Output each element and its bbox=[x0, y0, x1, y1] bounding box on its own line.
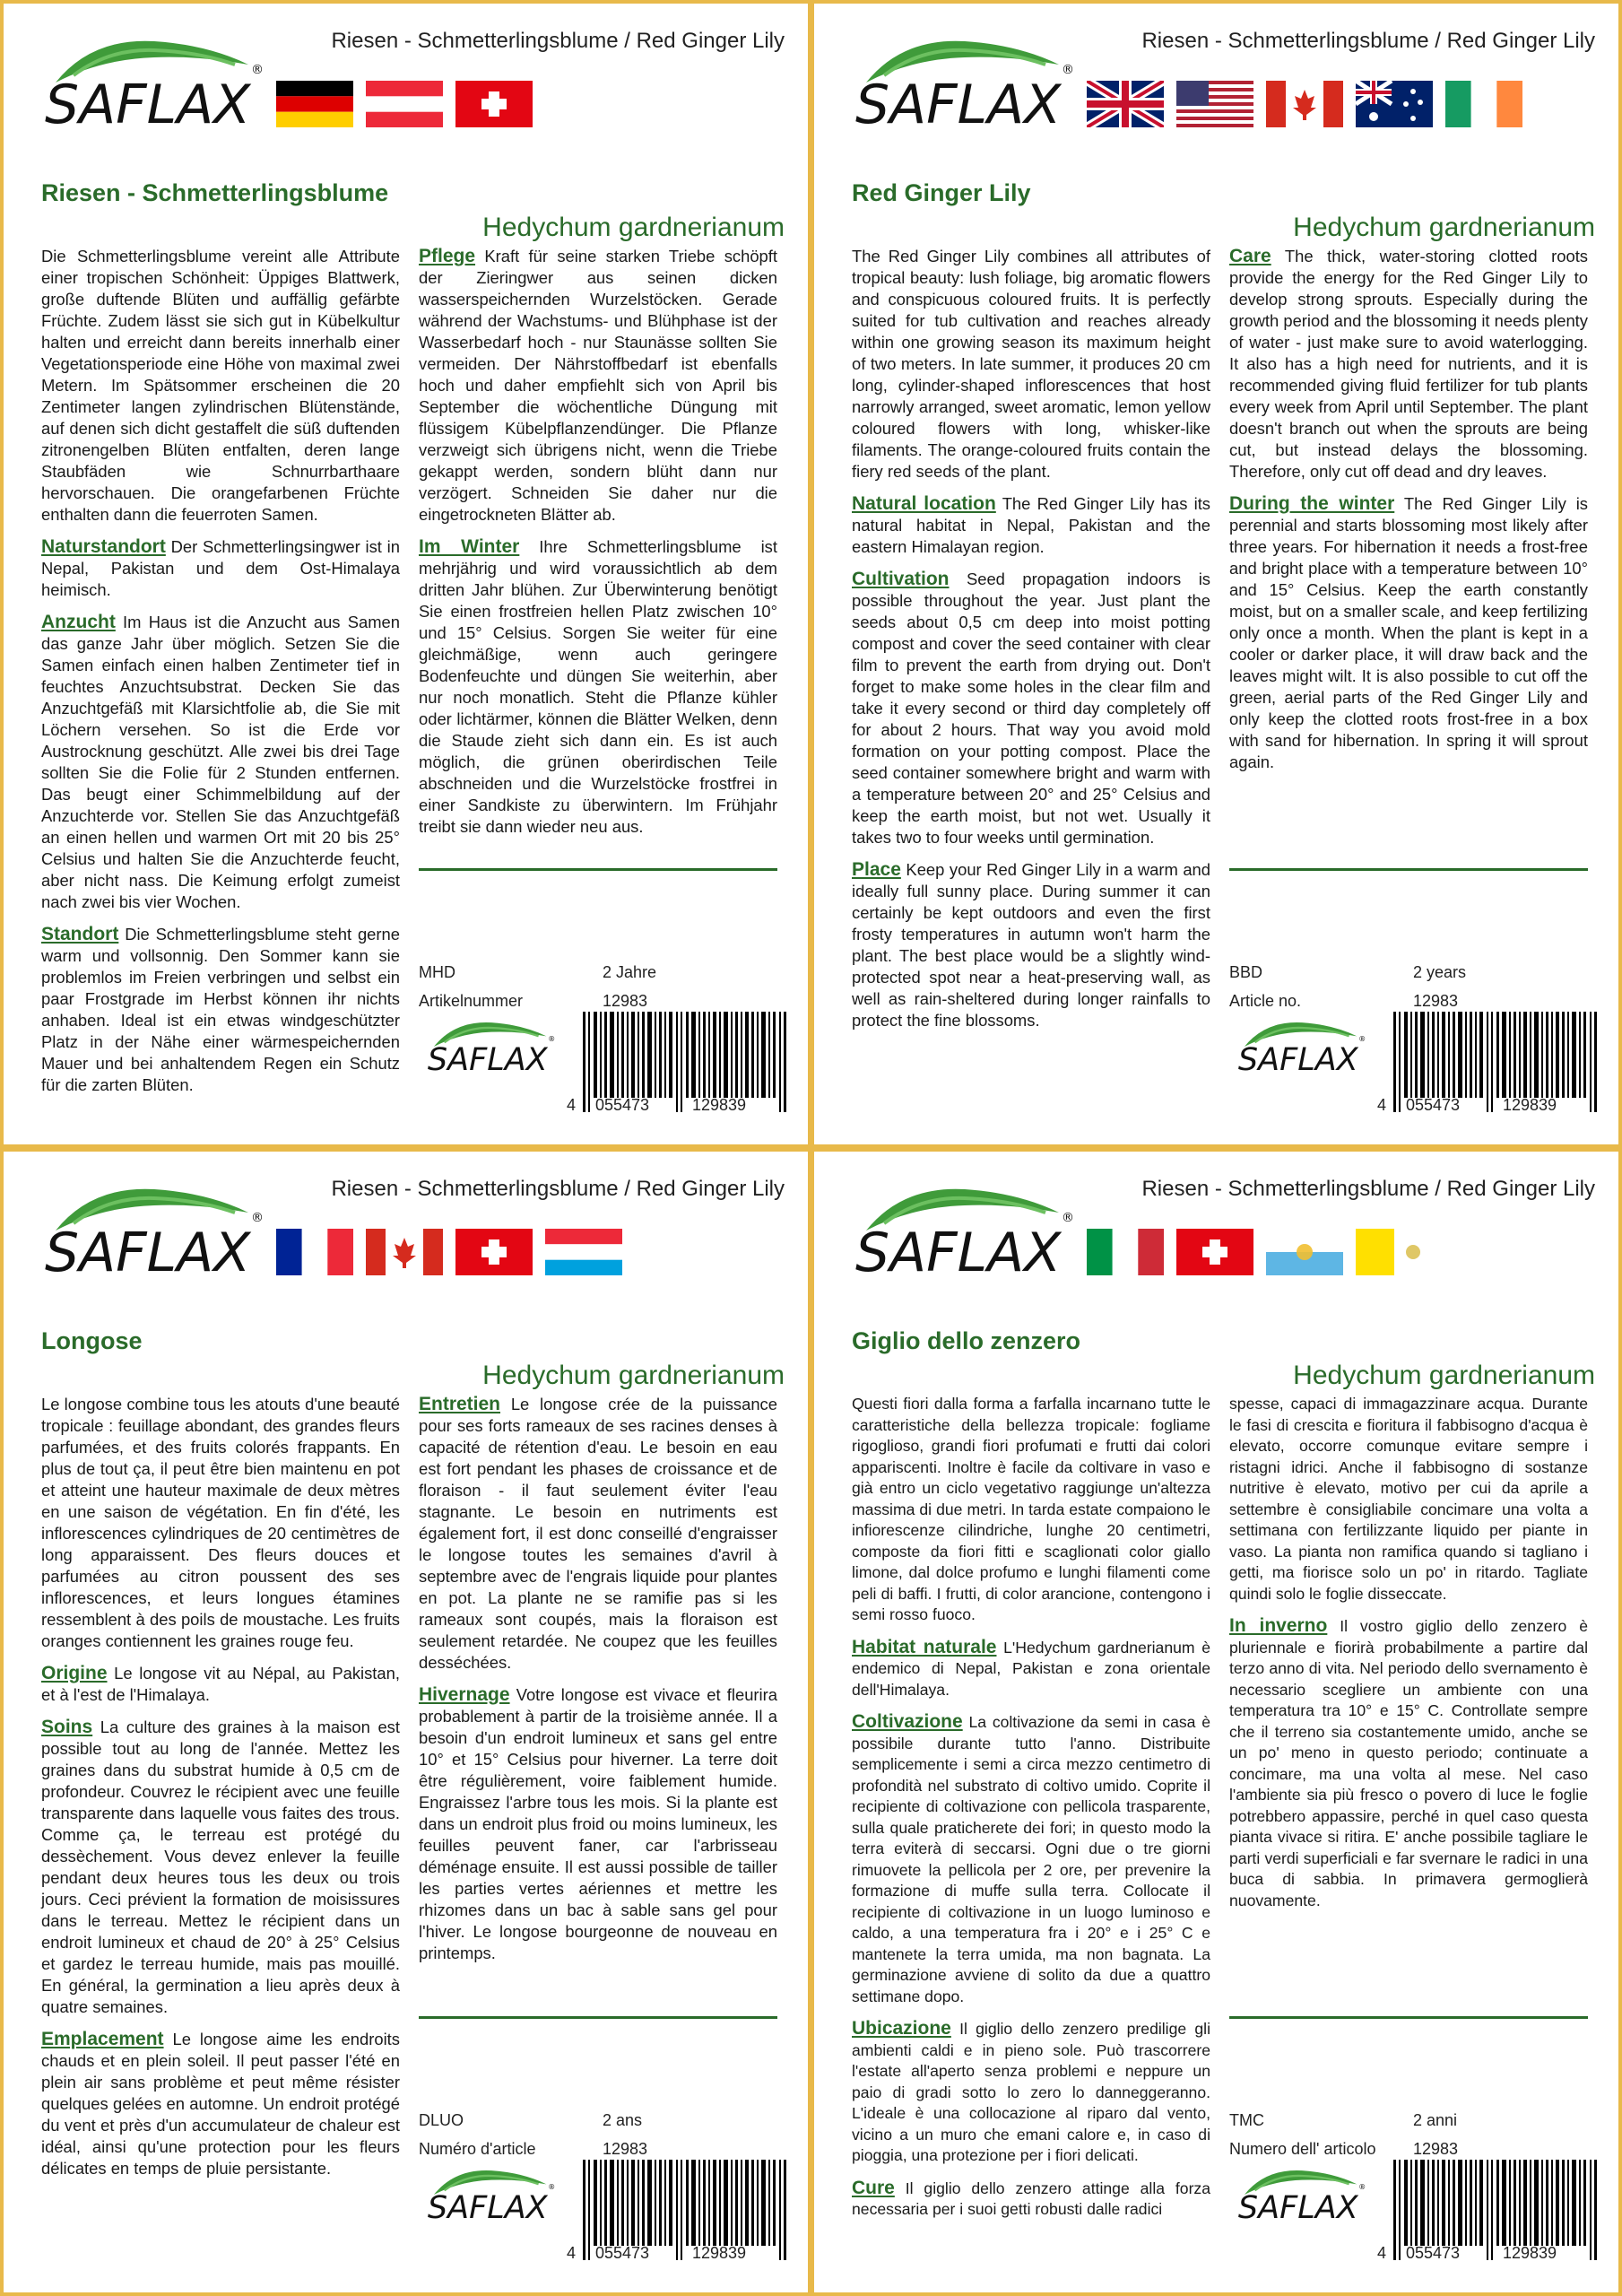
section-keyword: Pflege bbox=[419, 246, 476, 266]
flag-row bbox=[1087, 81, 1522, 131]
bbd-label: DLUO bbox=[419, 2111, 464, 2129]
header-line: Riesen - Schmetterlingsblume / Red Ginger Lily bbox=[331, 29, 785, 53]
flag-row bbox=[1087, 1229, 1433, 1279]
section-text: Le longose aime les endroits chauds et en plein soleil. Il peut passer l'été en plein air sans problème et peut même résister quelques gelées en automne. Un endroit protégé du vent et près d'un accumulateur de chaleur est idéal, ainsi qu'une protection pour les fleurs délicates en temps de pluie persistante. bbox=[41, 2030, 400, 2178]
flag-switzerland-icon bbox=[1176, 1229, 1253, 1275]
section-place bbox=[41, 2029, 400, 2179]
left-column bbox=[41, 246, 400, 1107]
barcode-first: 4 bbox=[1377, 1096, 1387, 1114]
article-value: 12983 bbox=[603, 992, 648, 1010]
flag-san-marino-icon bbox=[1266, 1229, 1343, 1275]
barcode-last: 129839 bbox=[692, 1096, 747, 1114]
section-place bbox=[852, 859, 1210, 1031]
barcode-last: 129839 bbox=[1503, 2244, 1557, 2262]
intro-text: The Red Ginger Lily combines all attributes of tropical beauty: lush foliage, big aromatic flowers and conspicuous coloured fruits. It is perfectly suited for tub cultivation and reaches already within one growing season its maximum height of two meters. In late summer, it produces 20 cm long, cylinder-shaped inflorescences that host narrowly arranged, sweet aromatic, lemon yellow coloured flowers with long, whisker-like filaments. The orange-coloured fruits contain the fiery red seeds of the plant. bbox=[852, 247, 1210, 481]
section-keyword: Coltivazione bbox=[852, 1711, 963, 1732]
latin-name: Hedychum gardnerianum bbox=[1293, 213, 1595, 242]
section-keyword: Place bbox=[852, 859, 901, 880]
saflax-logo-small bbox=[1228, 1015, 1381, 1078]
section-text: The thick, water-storing clotted roots provide the energy for the Red Ginger Lily to develop strong sprouts. Especially during the growth period and the blossoming it needs plenty of water - just make sure to avoid waterlogging. It also has a high need for nutrients, and it is recommended giving fluid fertilizer for tub plants every week from April until September. The plant doesn't branch out when the sprouts are being cut, but instead delays the blossoming. Therefore, only cut off dead and dry leaves. bbox=[1229, 247, 1588, 481]
section-care bbox=[419, 1394, 777, 1674]
flag-row bbox=[276, 81, 533, 131]
flag-germany-icon bbox=[276, 81, 353, 127]
section-care bbox=[852, 2178, 1210, 2221]
flag-italy-icon bbox=[1087, 1229, 1164, 1275]
flag-luxembourg-icon bbox=[545, 1229, 622, 1275]
article-label: Numero dell' articolo bbox=[1229, 2140, 1376, 2158]
bbd-value: 2 anni bbox=[1413, 2111, 1458, 2129]
intro-text: Le longose combine tous les atouts d'une beauté tropicale : feuillage abondant, des grandes fleurs parfumées, et des fruits colorés frappants. En plus de tout ça, il peut être bien maintenu en pot et atteint une hauteur maximale de deux mètres en une saison de végétation. En fin d'été, les inflorescences cylindriques de 20 centimètres de long apparaissent. Des fleurs douces et parfumées au citron poussent des ses inflorescences, et leurs longues étamines ressemblent à des poils de moustache. Les fruits oranges contiennent les graines rouge feu. bbox=[41, 1395, 400, 1650]
section-care bbox=[1229, 246, 1588, 483]
left-column bbox=[852, 246, 1210, 1042]
section-text: Der Schmetterlingsingwer ist in Nepal, Pakistan und dem Ost-Himalaya heimisch. bbox=[41, 537, 400, 599]
article-value: 12983 bbox=[603, 2140, 648, 2158]
saflax-logo bbox=[38, 1177, 280, 1284]
saflax-logo bbox=[848, 1177, 1090, 1284]
product-title: Riesen - Schmetterlingsblume bbox=[41, 179, 389, 206]
bbd-value: 2 ans bbox=[603, 2111, 643, 2129]
barcode-middle: 055473 bbox=[595, 1096, 650, 1114]
flag-france-icon bbox=[276, 1229, 353, 1275]
barcode-first: 4 bbox=[1377, 2244, 1387, 2262]
right-column bbox=[1229, 246, 1588, 784]
section-keyword: Cultivation bbox=[852, 569, 950, 589]
barcode-middle: 055473 bbox=[1406, 1096, 1461, 1114]
barcode-last: 129839 bbox=[1503, 1096, 1557, 1114]
label-panel-fr bbox=[4, 1152, 808, 2292]
section-text: Keep your Red Ginger Lily in a warm and ideally full sunny place. During summer it can certainly be kept outdoors and even the first frosty temperatures in autumn won't harm the plant. The best place would be a slightly wind-protected spot near a heat-preserving wall, as well as rain-sheltered during longer rainfalls to protect the fine blossoms. bbox=[852, 860, 1210, 1030]
product-title: Giglio dello zenzero bbox=[852, 1327, 1081, 1354]
article-label: Article no. bbox=[1229, 992, 1302, 1010]
section-natural-location bbox=[41, 1663, 400, 1706]
section-text: Die Schmetterlingsblume steht gerne warm und vollsonnig. Den Sommer kann sie problemlos im Freien verbringen und selbst ein paar Frostgrade im Herbst können ihr nichts anhaben. Ideal ist ein etwas windgeschützter Platz in der Nähe einer wärmespeichernden Mauer und bei anhaltendem Regen ein Schutz für die zarten Blüten. bbox=[41, 925, 400, 1094]
label-panel-de bbox=[4, 4, 808, 1144]
divider bbox=[1229, 868, 1588, 871]
section-keyword: During the winter bbox=[1229, 493, 1395, 514]
divider bbox=[1229, 2016, 1588, 2019]
section-cultivation bbox=[41, 612, 400, 913]
section-keyword: Natural location bbox=[852, 493, 996, 514]
saflax-logo-small bbox=[1228, 2163, 1381, 2226]
barcode-middle: 055473 bbox=[595, 2244, 650, 2262]
section-place bbox=[852, 2018, 1210, 2167]
section-keyword: Habitat naturale bbox=[852, 1636, 997, 1657]
section-keyword: Anzucht bbox=[41, 612, 116, 632]
right-column bbox=[1229, 1394, 1588, 1922]
bbd-label: TMC bbox=[1229, 2111, 1264, 2129]
barcode-middle: 055473 bbox=[1406, 2244, 1461, 2262]
bbd-label: BBD bbox=[1229, 963, 1263, 981]
section-keyword: Ubicazione bbox=[852, 2018, 951, 2039]
latin-name: Hedychum gardnerianum bbox=[1293, 1361, 1595, 1390]
article-label: Artikelnummer bbox=[419, 992, 524, 1010]
section-text: Il vostro giglio dello zenzero è pluriennale e fiorirà probabilmente a partire dal terzo anno di vita. Nel periodo dello svernamento è necessario scegliere un ambiente con una temperatura tra 10° e 15° C. Controllate sempre che il terreno sia costantemente umido, anche se un po' meno in questo periodo; continuate a concimare, ma una volta al mese. Nel caso l'ambiente sia più fresco o povero di luce le foglie potrebbero appassire, perché in quel caso questa pianta vivace si ritira. E' anche possibile tagliare le parti verdi superficiali e far svernare le radici in una buca di sabbia. In primavera germoglierà nuovamente. bbox=[1229, 1617, 1588, 1909]
bbd-value: 2 Jahre bbox=[603, 963, 657, 981]
intro-text: Die Schmetterlingsblume vereint alle Attribute einer tropischen Schönheit: Üppiges Blattwerk, große duftende Blüten und auffällig gefärbte Früchte. Zudem lässt sie sich gut in Kübelkultur halten und erreicht dann bereits innerhalb einer Vegetationsperiode eine Höhe von maximal zwei Metern. Im Spätsommer erscheinen die 20 Zentimeter langen zylindrischen Blütenstände, auf denen sich dicht gestaffelt die süß duftenden zitronengelben Blüten entfalten, deren lange Staubfäden wie Schnurrbarthaare hervorschauen. Die orangefarbenen Früchte enthalten dann die feuerroten Samen. bbox=[41, 247, 400, 524]
section-cultivation bbox=[852, 569, 1210, 848]
product-title: Longose bbox=[41, 1327, 143, 1354]
intro-text: Questi fiori dalla forma a farfalla incarnano tutte le caratteristiche della bellezza tropicale: fogliame rigoglioso, grandi fiori profumati e frutti dai colori appariscenti. Inoltre è facile da coltivare in vaso e già entro un ciclo vegetativo raggiunge un'altezza massima di due metri. In tarda estate compaiono le infiorescenze cilindriche, lunghe 20 centimetri, composte da fiori fitti e scaglionati color giallo limone, dal dolce profumo e lunghi filamenti come peli di baffi. I frutti, di color arancione, contengono i semi rosso fuoco. bbox=[852, 1395, 1210, 1623]
section-keyword: Care bbox=[1229, 246, 1271, 266]
product-title: Red Ginger Lily bbox=[852, 179, 1031, 206]
barcode-first: 4 bbox=[567, 2244, 577, 2262]
section-keyword: Origine bbox=[41, 1663, 108, 1683]
left-column bbox=[41, 1394, 400, 2190]
section-keyword: Naturstandort bbox=[41, 536, 166, 557]
saflax-logo bbox=[848, 29, 1090, 136]
section-keyword: Standort bbox=[41, 924, 119, 944]
flag-canada-icon bbox=[366, 1229, 443, 1275]
saflax-logo-small bbox=[418, 2163, 570, 2226]
section-text: Votre longose est vivace et fleurira probablement à partir de la troisième année. Il a besoin d'un endroit lumineux et sans gel entre 10° et 15° Celsius pour hiverner. La terre doit être régulièrement, voire faiblement humide. Engraissez l'arbre tous les mois. Si la plante est dans un endroit plus froid ou moins lumineux, les feuilles peuvent faner, car l'arbrisseau déménage ensuite. Il est aussi possible de tailler les parties vertes aériennes et mettre les rhizomes dans un bac à sable sans gel pour l'hiver. Le longose bourgeonne de nouveau en printemps. bbox=[419, 1685, 777, 1962]
saflax-logo-small bbox=[418, 1015, 570, 1078]
flag-australia-icon bbox=[1356, 81, 1433, 127]
section-text: Kraft für seine starken Triebe schöpft der Zieringwer aus seinen dicken wasserspeichernden Wurzelstöcken. Gerade während der Wachstums- und Blühphase ist der Wasserbedarf hoch - nur Staunässe sollten Sie vermeiden. Der Nährstoffbedarf ist ebenfalls hoch und daher empfiehlt sich von April bis September die wöchentliche Düngung mit flüssigem Kübelpflanzendünger. Die Pflanze verzweigt sich übrigens nicht, wenn die Triebe gekappt werden, sondern blüht dann nur verzögert. Schneiden Sie daher nur die eingetrockneten Blätter ab. bbox=[419, 247, 777, 524]
left-column bbox=[852, 1394, 1210, 2231]
section-text: Ihre Schmetterlingsblume ist mehrjährig und wird voraussichtlich ab dem dritten Jahr blühen. Zur Überwinterung benötigt Sie einen frostfreien hellen Platz zwischen 10° und 15° Celsius. Sorgen Sie weiter für eine gleichmäßige, wenn auch geringere Bodenfeuchte und düngen Sie weiterhin, aber nur noch monatlich. Steht die Pflanze kühler oder lichtärmer, können die Blätter Welken, denn die Staude zieht sich dann ein. Es ist auch möglich, die grünen oberirdischen Teile abschneiden und die Wurzelstöcke frostfrei in einer Sandkiste zu überwintern. Im Frühjahr treibt sie dann wieder neu aus. bbox=[419, 537, 777, 836]
section-natural-location bbox=[852, 1637, 1210, 1701]
section-text: Seed propagation indoors is possible throughout the year. Just plant the seeds about 0,5 cm deep into moist potting compost and cover the seed container with clear film to prevent the earth from drying out. Don't forget to make some holes in the clear film and take it every second or third day completely off for about 2 hours. That way you avoid mold formation on your potting compost. Place the seed container somewhere bright and warm with a temperature between 20° and 25° Celsius and keep the earth moist, but not wet. Usually it takes two to four weeks until germination. bbox=[852, 570, 1210, 847]
flag-uk-icon bbox=[1087, 81, 1164, 127]
flag-canada-icon bbox=[1266, 81, 1343, 127]
flag-vatican-icon bbox=[1356, 1229, 1433, 1275]
right-column bbox=[419, 1394, 777, 1975]
article-value: 12983 bbox=[1413, 2140, 1459, 2158]
section-care bbox=[419, 246, 777, 526]
section-cultivation bbox=[41, 1717, 400, 2018]
article-label: Numéro d'article bbox=[419, 2140, 536, 2158]
section-keyword: Soins bbox=[41, 1717, 93, 1737]
section-winter bbox=[1229, 493, 1588, 773]
section-text: Il giglio dello zenzero attinge alla forza necessaria per i suoi getti robusti dalle radici bbox=[852, 2179, 1211, 2218]
section-text: Il giglio dello zenzero predilige gli ambienti caldi e in pieno sole. Può trascorrere l'estate all'aperto senza problemi e neppure un paio di gradi sotto lo zero lo danneggeranno. L'ideale è una collocazione al riparo dal vento, vicino a un muro che emani calore e, in caso di pioggia, una protezione per i fiori delicati. bbox=[852, 2020, 1210, 2164]
section-text: The Red Ginger Lily has its natural habitat in Nepal, Pakistan and the eastern Himalayan region. bbox=[852, 494, 1210, 556]
section-text: The Red Ginger Lily is perennial and starts blossoming most likely after three years. For hibernation it needs a frost-free and bright place with a temperature between 10° and 15° Celsius. Keep the earth constantly moist, but on a smaller scale, and keep fertilizing only once a month. When the plant is kept in a cooler or darker place, it will draw back and the leaves might wilt. It is also possible to cut off the green, aerial parts of the Red Ginger Lily and only keep the clotted roots frost-free in a box with sand for hibernation. In spring it will sprout again. bbox=[1229, 494, 1588, 771]
flag-row bbox=[276, 1229, 622, 1279]
divider bbox=[419, 868, 777, 871]
flag-ireland-icon bbox=[1445, 81, 1522, 127]
section-cultivation bbox=[852, 1711, 1210, 2007]
section-keyword: Hivernage bbox=[419, 1684, 510, 1705]
section-winter bbox=[1229, 1615, 1588, 1911]
right-column bbox=[419, 246, 777, 848]
section-winter bbox=[419, 1684, 777, 1964]
section-keyword: Im Winter bbox=[419, 536, 520, 557]
section-text: L'Hedychum gardnerianum è endemico di Nepal, Pakistan e zona orientale dell'Himalaya. bbox=[852, 1638, 1211, 1699]
section-text: Im Haus ist die Anzucht aus Samen das ganze Jahr über möglich. Setzen Sie die Samen einfach einen halben Zentimeter tief in feuchtes Anzuchtsubstrat. Decken Sie das Anzuchtgefäß mit Klarsichtfolie ab, die Sie mit Löchern versehen. So ist die Erde vor Austrocknung geschützt. Alle zwei bis drei Tage sollten Sie die Folie für 2 Stunden entfernen. Das beugt einer Schimmelbildung auf der Anzuchterde vor. Stellen Sie das Anzuchtgefäß an einen hellen und warmen Ort mit 20 bis 25° Celsius und halten Sie die Anzuchterde feucht, aber nicht nass. Die Keimung erfolgt zumeist nach zwei bis vier Wochen. bbox=[41, 613, 400, 911]
section-text: La coltivazione da semi in casa è possibile durante tutto l'anno. Distribuite semplicemente i semi a circa mezzo centimetro di profondità nel substrato di coltivo umido. Coprite il recipiente di coltivazione con pellicola trasparente, sulla quale praticherete dei fori; in questo modo la terra eviterà di seccarsi. Ogni due o tre giorni rimuovete la pellicola per 2 ore, per prevenire la formazione di muffe sulla terra. Collocate il recipiente di coltivazione in un luogo luminoso e caldo, a una temperatura fra i 20° e i 25° C e mantenete la terra umida, ma non bagnata. La germinazione avviene di solito da due a quattro settimane dopo. bbox=[852, 1713, 1210, 2005]
flag-switzerland-icon bbox=[455, 81, 533, 127]
label-panel-en bbox=[814, 4, 1618, 1144]
divider bbox=[419, 2016, 777, 2019]
section-text: La culture des graines à la maison est possible tout au long de l'année. Mettez les graines dans du substrat humide à 0,5 cm de profondeur. Couvrez le récipient avec une feuille transparente dans laquelle vous faites des trous. Comme ça, le terreau est protégé du dessèchement. Vous devez enlever la feuille pendant deux heures tous les deux ou trois jours. Ceci prévient la formation de moisissures dans le terreau. Mettez le récipient dans un endroit lumineux et chaud de 20° à 25° Celsius et gardez le terreau humide, mais pas mouillé. En général, la germination a lieu après deux à quatre semaines. bbox=[41, 1718, 400, 2016]
section-care-continued: spesse, capaci di immagazzinare acqua. Durante le fasi di crescita e fioritura il fabbisogno d'acqua è elevato, occorre comunque evitare sempre i ristagni idrici. Anche il fabbisogno di sostanze nutritive è elevato, motivo per cui da aprile a settembre è consigliabile concimare una volta a settimana con fertilizzante liquido per piante in vaso. La pianta non ramifica quando si tagliano i getti, ma fiorisce solo un po' in ritardo. Tagliate quindi solo le foglie disseccate. bbox=[1229, 1395, 1588, 1603]
header-line: Riesen - Schmetterlingsblume / Red Ginger Lily bbox=[1141, 29, 1595, 53]
label-panel-it bbox=[814, 1152, 1618, 2292]
section-natural-location bbox=[852, 493, 1210, 558]
flag-switzerland-icon bbox=[455, 1229, 533, 1275]
section-keyword: In inverno bbox=[1229, 1615, 1328, 1636]
section-text: Le longose crée de la puissance pour ses forts rameaux de ses racines denses à capacité de rétention d'eau. Le besoin en eau est fort pendant les phases de croissance et de floraison - il faut seulement éviter l'eau stagnante. Le besoin en nutriments est également fort, il est donc conseillé d'engraisser le longose toutes les semaines d'avril à septembre avec de l'engrais liquide pour plantes en pot. La plante ne se ramifie pas si les rameaux sont coupés, mais la floraison est seulement retardée. Ne coupez que les feuilles desséchées. bbox=[419, 1395, 777, 1672]
article-value: 12983 bbox=[1413, 992, 1459, 1010]
saflax-logo bbox=[38, 29, 280, 136]
section-text: Le longose vit au Népal, au Pakistan, et à l'est de l'Himalaya. bbox=[41, 1664, 400, 1704]
latin-name: Hedychum gardnerianum bbox=[482, 213, 785, 242]
header-line: Riesen - Schmetterlingsblume / Red Ginger Lily bbox=[1141, 1177, 1595, 1201]
section-winter bbox=[419, 536, 777, 838]
section-keyword: Entretien bbox=[419, 1394, 501, 1414]
barcode-last: 129839 bbox=[692, 2244, 747, 2262]
bbd-value: 2 years bbox=[1413, 963, 1467, 981]
section-keyword: Cure bbox=[852, 2177, 895, 2198]
latin-name: Hedychum gardnerianum bbox=[482, 1361, 785, 1390]
flag-austria-icon bbox=[366, 81, 443, 127]
section-place bbox=[41, 924, 400, 1096]
flag-usa-icon bbox=[1176, 81, 1253, 127]
barcode-first: 4 bbox=[567, 1096, 577, 1114]
bbd-label: MHD bbox=[419, 963, 455, 981]
section-natural-location bbox=[41, 536, 400, 601]
header-line: Riesen - Schmetterlingsblume / Red Ginger Lily bbox=[331, 1177, 785, 1201]
section-keyword: Emplacement bbox=[41, 2029, 164, 2049]
